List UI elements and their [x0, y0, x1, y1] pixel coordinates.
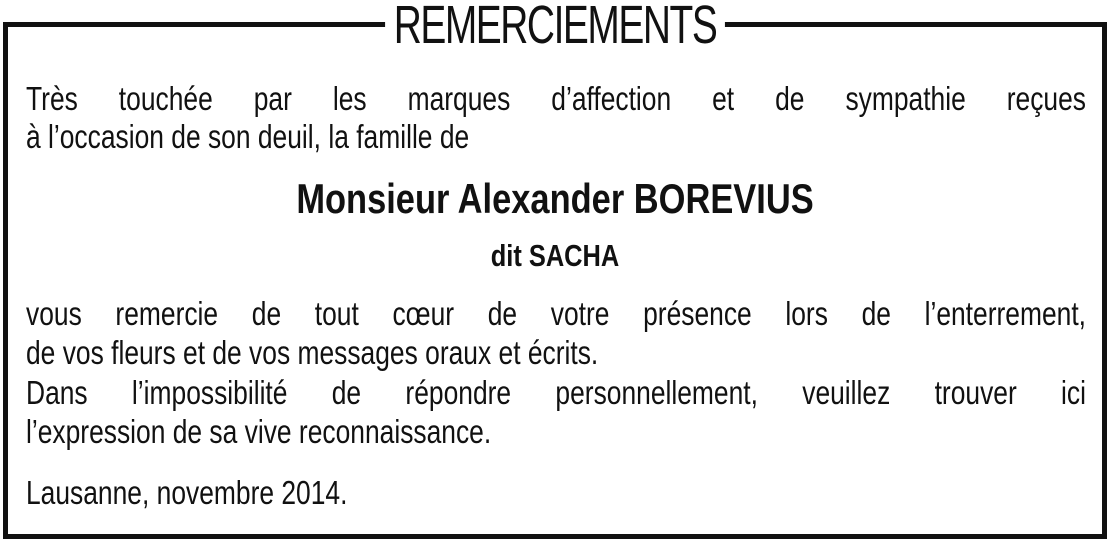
- intro-line-2: à l’occasion de son deuil, la famille de: [26, 118, 470, 155]
- notice-heading: REMERCIEMENTS: [385, 0, 725, 52]
- thanks-line-1: vous remercie de tout cœur de votre présence lors de l’enterrement,: [26, 295, 1086, 332]
- intro-line-1: Très touchée par les marques d’affection et de sympathie reçues: [26, 80, 1086, 117]
- heading-container: [0, 0, 1110, 55]
- deceased-nickname: dit SACHA: [490, 238, 620, 273]
- thanks-line-3: Dans l’impossibilité de répondre personnellement, veuillez trouver ici: [26, 374, 1086, 411]
- deceased-name: Monsieur Alexander BOREVIUS: [296, 175, 814, 222]
- place-and-date: Lausanne, novembre 2014.: [26, 474, 348, 511]
- thanks-line-4: l’expression de sa vive reconnaissance.: [26, 413, 492, 450]
- thanks-line-2: de vos fleurs et de vos messages oraux et écrits.: [26, 334, 599, 371]
